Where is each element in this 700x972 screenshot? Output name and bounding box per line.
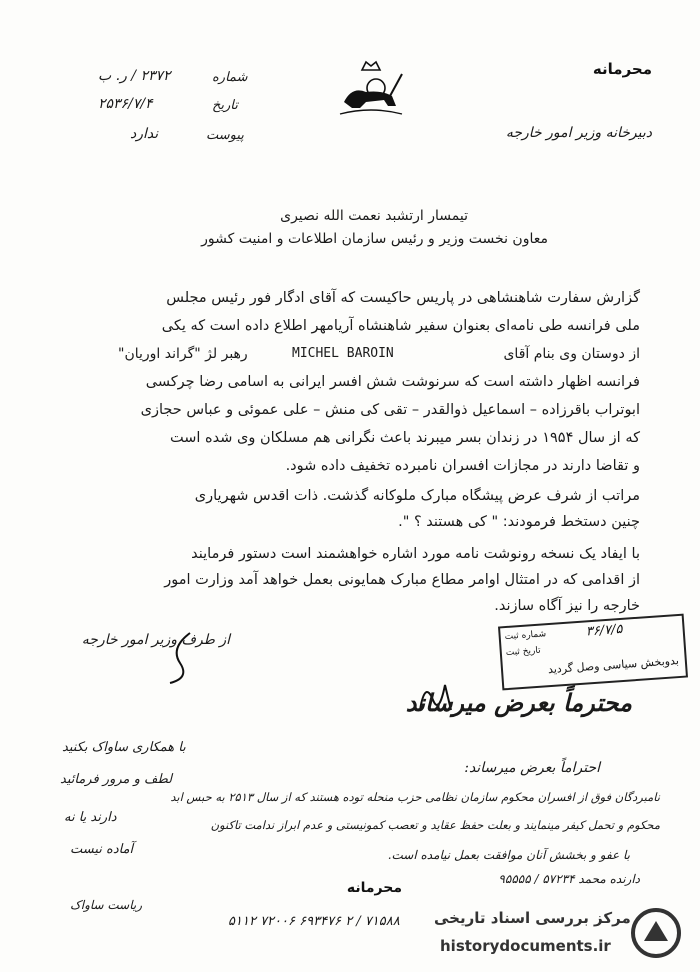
date-label: تاریخ [212, 98, 238, 113]
body-line: که از سال ۱۹۵۴ در زندان بسر میبرند باعث نگرانی هم مسلکان وی شده است [170, 430, 640, 446]
body-line: از دوستان وی بنام آقای [503, 346, 640, 362]
stamp-date: ۳۶/۷/۵ [585, 621, 624, 640]
body-line: فرانسه اظهار داشته است که سرنوشت شش افسر ایرانی به اسامی رضا چرکسی [145, 374, 640, 390]
enclosure-label: پیوست [206, 128, 244, 143]
ministry-label: دبیرخانه وزیر امور خارجه [505, 125, 652, 141]
body-line: ابوتراب باقرزاده – اسماعیل ذوالقدر – تقی کی منش – علی عموئی و عباس حجازی [140, 402, 640, 418]
footer-classification: محرمانه [346, 880, 402, 896]
report-line: نامبردگان فوق از افسران محکوم سازمان نظامی حزب منحله توده هستند که از سال ۲۵۱۳ به حبس ابد [170, 790, 660, 804]
body-line: گزارش سفارت شاهنشاهی در پاریس حاکیست که آقای ادگار فور رئیس مجلس [166, 290, 640, 306]
signature-line: از طرف وزیر امور خارجه [81, 632, 230, 648]
classification-label: محرمانه [592, 60, 652, 78]
body-line: رهبر لژ "گراند اوریان" [118, 346, 248, 362]
body-line: و تقاضا دارند در مجازات افسران نامبرده تخفیف داده شود. [285, 458, 640, 474]
archive-logo-icon [630, 907, 682, 959]
report-line: با عفو و بخشش آنان موافقت بعمل نیامده است. [387, 848, 630, 862]
watermark-url: historydocuments.ir [440, 937, 611, 955]
body-line: چنین دستخط فرمودند: " کی هستند ؟ ". [398, 514, 640, 530]
number-value: ۲۳۷۲ / ر. ب [98, 68, 171, 84]
bottom-left-note: ریاست ساواک [70, 898, 143, 912]
body-line: خارجه را نیز آگاه سازند. [494, 598, 640, 614]
stamp-routing: بدوبخش سیاسی وصل گردید [547, 654, 680, 677]
report-line: احتراماً بعرض میرساند: [464, 760, 600, 776]
date-value: ۲۵۳۶/۷/۴ [98, 96, 153, 112]
body-line: از اقدامی که در امتثال اوامر مطاع مبارک همایونی بعمل خواهد آمد وزارت امور [164, 572, 640, 588]
side-note-line: لطف و مرور فرمائید [60, 772, 173, 787]
side-note-line: آماده نیست [70, 842, 134, 857]
number-label: شماره [212, 70, 248, 85]
addressee-name: تیمسار ارتشبد نعمت الله نصیری [280, 208, 468, 224]
enclosure-value: ندارد [130, 126, 159, 142]
side-note-line: با همکاری ساواک بکنید [62, 740, 186, 755]
lion-and-sun-emblem-icon [332, 56, 410, 118]
main-annotation: محترماً بعرض میرساند [405, 688, 632, 717]
report-line: محکوم و تحمل کیفر مینمایند و بعلت حفظ عقاید و تعصب کمونیستی و عدم ابراز ندامت تاکنون [210, 818, 660, 832]
archive-watermark [410, 905, 690, 965]
body-line: ملی فرانسه طی نامه‌ای بعنوان سفیر شاهنشاه آریامهر اطلاع داده است که یکی [161, 318, 640, 334]
body-line: با ایفاد یک نسخه رونوشت نامه مورد اشاره خواهشمند است دستور فرمایند [191, 546, 640, 562]
report-ref: دارنده محمد ۵۷۲۳۴ / ۹۵۵۵۵ [498, 872, 640, 886]
bottom-numbers: ۷۱۵۸۸ / ۲ ۶۹۳۴۷۶ ۷۲۰۰۶ ۵۱۱۲ [228, 914, 400, 929]
signature-scribble [150, 628, 210, 688]
stamp-number-label: شماره ثبت [504, 629, 547, 643]
addressee-title: معاون نخست وزیر و رئیس سازمان اطلاعات و امنیت کشور [201, 231, 548, 247]
watermark-title: مرکز بررسی اسناد تاریخی [434, 909, 631, 927]
body-line: مراتب از شرف عرض پیشگاه مبارک ملوکانه گذشت. ذات اقدس شهریاری [194, 488, 640, 504]
foreign-name: MICHEL BAROIN [292, 346, 394, 361]
stamp-date-label: تاریخ ثبت [505, 645, 541, 659]
side-note-line: دارند یا نه [64, 810, 117, 825]
registration-stamp [498, 614, 688, 691]
